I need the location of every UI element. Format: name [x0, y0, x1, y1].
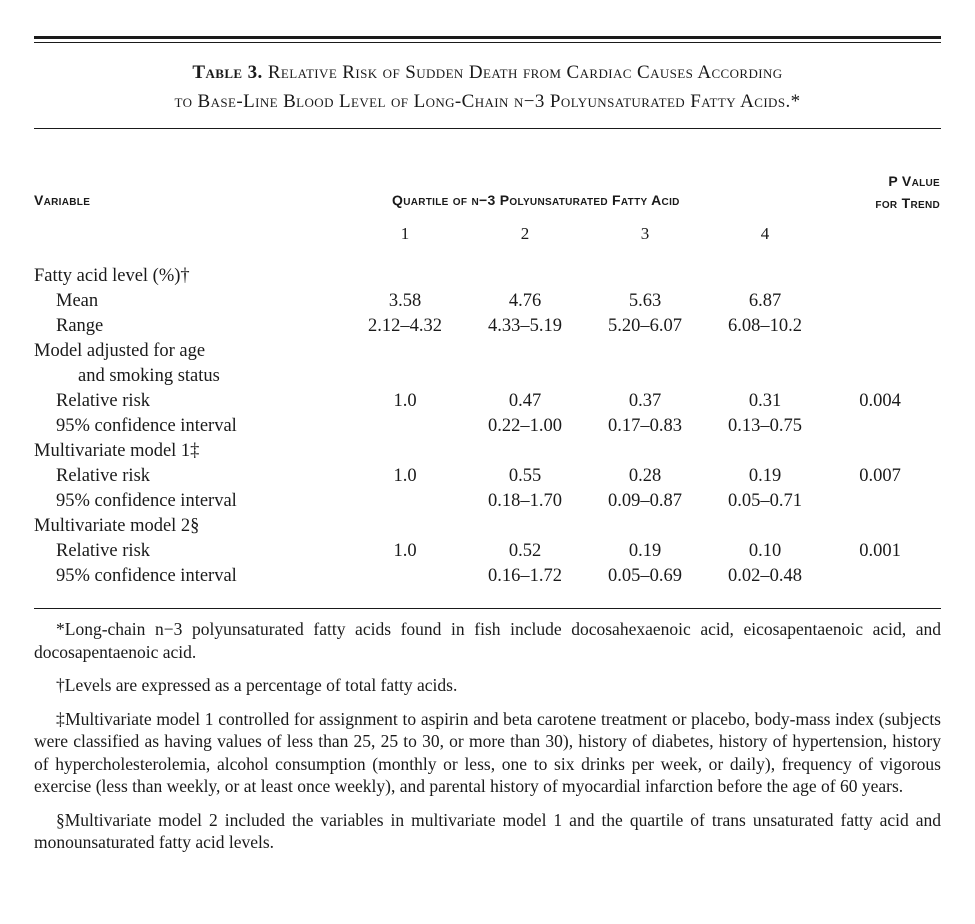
quartile-1-header: 1 — [400, 224, 410, 243]
table-row — [0, 364, 975, 388]
quartile-3-cell: 0.37 — [628, 391, 662, 411]
row-label: Relative risk — [56, 466, 151, 486]
column-header-variable: Variable — [34, 192, 91, 208]
row-label: 95% confidence interval — [56, 491, 237, 511]
quartile-2-cell: 0.47 — [508, 391, 542, 411]
quartile-4-cell: 6.87 — [748, 291, 782, 311]
footnote-dagger: †Levels are expressed as a percentage of total fatty acids. — [56, 675, 458, 695]
footnote-asterisk: *Long-chain n−3 polyunsaturated fatty acids found in fish include docosahexaenoic acid, eicosapentaenoic acid, and docosapentaenoic acid. — [34, 619, 941, 662]
quartile-2-cell: 0.16–1.72 — [488, 566, 562, 586]
table-title — [34, 58, 941, 116]
table-row — [0, 514, 975, 538]
row-label: Mean — [56, 291, 99, 311]
quartile-4-cell: 0.19 — [748, 466, 782, 486]
quartile-2-cell: 0.52 — [508, 541, 542, 561]
footnote-section: §Multivariate model 2 included the variables in multivariate model 1 and the quartile of trans unsaturated fatty acid and monounsaturated fatty acid levels. — [34, 809, 941, 852]
bottom-rule — [34, 608, 941, 609]
row-label: Relative risk — [56, 391, 151, 411]
quartile-3-cell: 0.05–0.69 — [608, 566, 682, 586]
table-row — [0, 314, 975, 338]
table-row — [0, 489, 975, 513]
quartile-3-header: 3 — [640, 224, 650, 243]
pvalue-cell: 0.004 — [859, 391, 901, 411]
row-label: and smoking status — [78, 366, 220, 386]
pvalue-cell: 0.007 — [859, 466, 901, 486]
table-row — [0, 539, 975, 563]
top-rule-thick — [34, 36, 941, 39]
quartile-4-header: 4 — [760, 224, 770, 243]
footnote-double-dagger: ‡Multivariate model 1 controlled for assignment to aspirin and beta carotene treatment or placebo, body-mass index (subjects were classified as having values of less than 25, 25 to 30, or more than 30), history of diabetes, history of hypertension, history of hypercholesterolemia, alcohol consumption (monthly or less, one to six drinks per week, or daily), frequency of vigorous exercise (less than weekly, or at least once weekly), and parental history of myocardial infarction before the age of 60 years. — [34, 708, 941, 796]
column-header-quartile: Quartile of n−3 Polyunsaturated Fatty Acid — [392, 192, 680, 208]
quartile-4-cell: 0.05–0.71 — [728, 491, 802, 511]
table-row — [0, 289, 975, 313]
quartile-2-cell: 4.33–5.19 — [488, 316, 562, 336]
row-label: Relative risk — [56, 541, 151, 561]
pvalue-cell: 0.001 — [859, 541, 901, 561]
quartile-2-cell: 0.22–1.00 — [488, 416, 562, 436]
quartile-3-cell: 0.28 — [628, 466, 662, 486]
row-label: Range — [56, 316, 104, 336]
quartile-3-cell: 5.20–6.07 — [608, 316, 682, 336]
quartile-4-cell: 0.10 — [748, 541, 782, 561]
quartile-1-cell: 3.58 — [388, 291, 422, 311]
table-row — [0, 464, 975, 488]
table-row — [0, 564, 975, 588]
pvalue-header-line2: for Trend — [875, 195, 940, 211]
quartile-4-cell: 0.02–0.48 — [728, 566, 802, 586]
column-header-pvalue — [820, 170, 940, 214]
pvalue-header-line1: P Value — [888, 173, 940, 189]
quartile-3-cell: 0.09–0.87 — [608, 491, 682, 511]
quartile-2-cell: 0.55 — [508, 466, 542, 486]
table-row — [0, 339, 975, 363]
row-label: Model adjusted for age — [34, 341, 206, 361]
quartile-1-cell: 1.0 — [393, 466, 417, 486]
quartile-3-cell: 0.17–0.83 — [608, 416, 682, 436]
quartile-1-cell: 1.0 — [393, 391, 417, 411]
quartile-4-cell: 6.08–10.2 — [728, 316, 802, 336]
row-label: 95% confidence interval — [56, 416, 237, 436]
table-row — [0, 389, 975, 413]
footnotes — [34, 618, 941, 865]
quartile-2-cell: 4.76 — [508, 291, 542, 311]
top-rule-thin — [34, 42, 941, 43]
row-label: Multivariate model 1‡ — [34, 441, 200, 461]
table-row — [0, 264, 975, 288]
quartile-2-header: 2 — [520, 224, 530, 243]
quartile-4-cell: 0.31 — [748, 391, 782, 411]
quartile-3-cell: 0.19 — [628, 541, 662, 561]
quartile-3-cell: 5.63 — [628, 291, 662, 311]
table-label: Table 3. — [192, 62, 263, 83]
table-row — [0, 414, 975, 438]
quartile-1-cell: 1.0 — [393, 541, 417, 561]
quartile-2-cell: 0.18–1.70 — [488, 491, 562, 511]
quartile-4-cell: 0.13–0.75 — [728, 416, 802, 436]
table-row — [0, 439, 975, 463]
row-label: 95% confidence interval — [56, 566, 237, 586]
header-rule — [34, 128, 941, 129]
row-label: Fatty acid level (%)† — [34, 266, 190, 286]
table-title-line2: to Base-Line Blood Level of Long-Chain n−3 Polyunsaturated Fatty Acids.* — [174, 91, 801, 112]
quartile-1-cell: 2.12–4.32 — [368, 316, 442, 336]
table-title-line1: Relative Risk of Sudden Death from Cardiac Causes According — [267, 62, 783, 83]
row-label: Multivariate model 2§ — [34, 516, 200, 536]
